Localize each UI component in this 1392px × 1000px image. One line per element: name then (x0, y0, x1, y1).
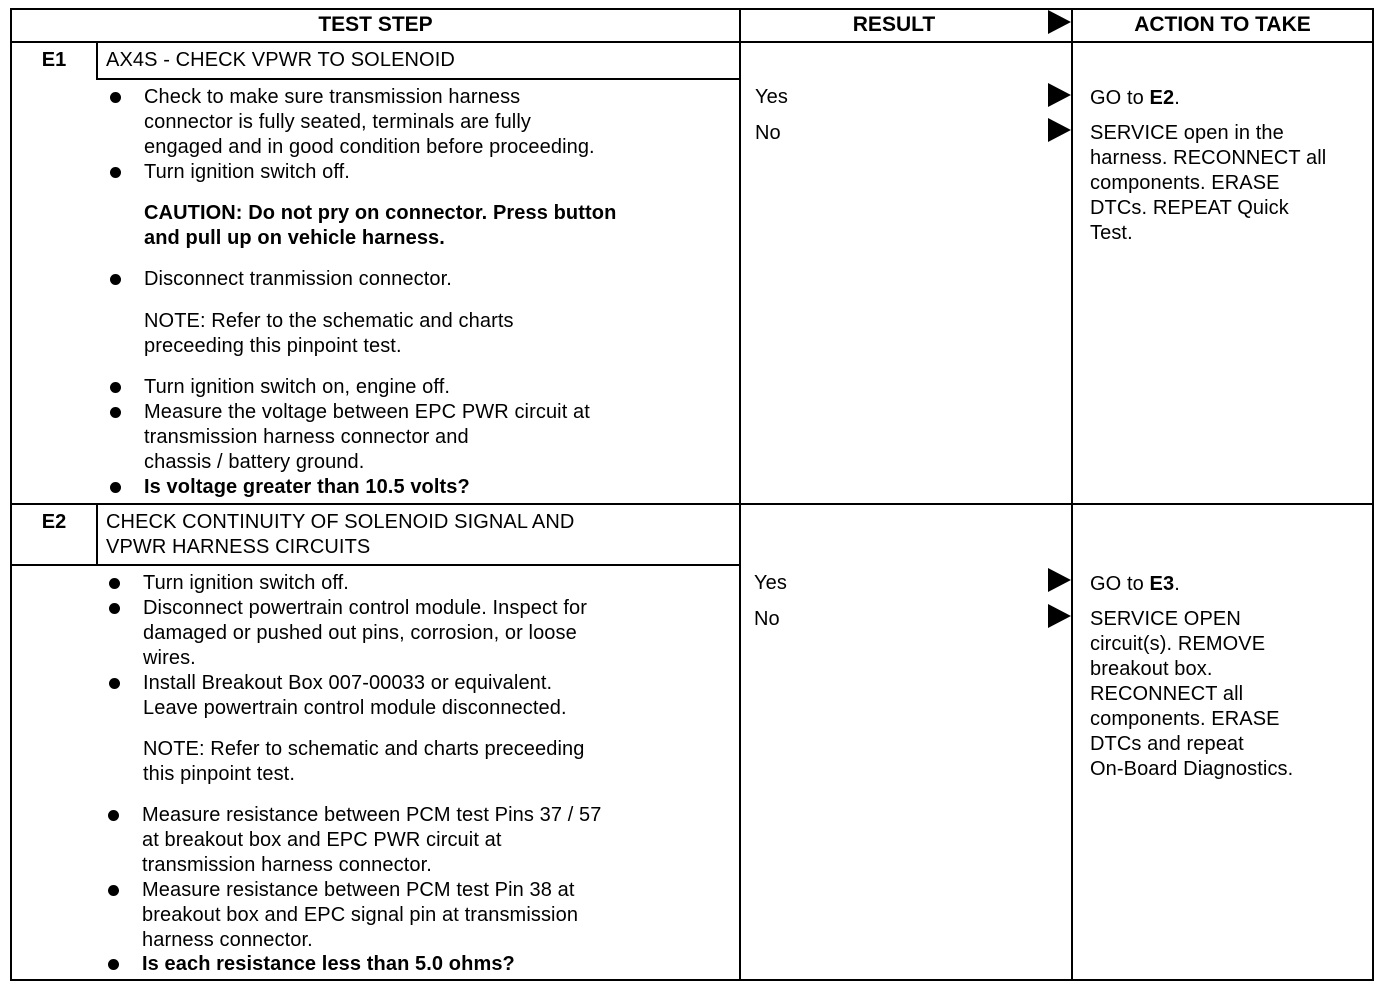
bullet-icon (109, 678, 120, 689)
bullet-icon (108, 959, 119, 970)
e1-action-yes-suffix: . (1174, 87, 1180, 109)
arrow-right-icon (1048, 83, 1071, 107)
result-column-left-border (739, 8, 741, 981)
e2-step-measure-pins-line3: transmission harness connector. (142, 854, 432, 876)
e2-step-ignition-off: Turn ignition switch off. (143, 572, 349, 594)
bullet-icon (110, 482, 121, 493)
e2-step-disconnect-line3: wires. (143, 647, 196, 669)
e1-result-yes: Yes (755, 86, 788, 108)
e1-result-no: No (755, 122, 781, 144)
e1-question: Is voltage greater than 10.5 volts? (144, 476, 470, 498)
bullet-icon (108, 885, 119, 896)
e1-action-yes (1090, 86, 1180, 111)
e2-action-yes-prefix: GO to (1090, 573, 1150, 595)
e1-caution-line2: and pull up on vehicle harness. (144, 227, 445, 249)
arrow-right-icon (1048, 568, 1071, 592)
e2-action-no-line4: RECONNECT all (1090, 683, 1244, 705)
e1-step-check-harness-line2: connector is fully seated, terminals are fully (144, 111, 531, 133)
table-top-border (10, 8, 1374, 10)
e1-title: AX4S - CHECK VPWR TO SOLENOID (106, 49, 455, 71)
table-left-border (10, 8, 12, 981)
e2-step-measure-pins-line1: Measure resistance between PCM test Pins 37 / 57 (142, 804, 602, 826)
bullet-icon (110, 167, 121, 178)
header-result: RESULT (852, 13, 936, 36)
e2-action-no-line5: components. ERASE (1090, 708, 1280, 730)
e2-action-no-line1: SERVICE OPEN (1090, 608, 1241, 630)
header-bottom-border (10, 41, 1374, 43)
e2-action-no-line7: On-Board Diagnostics. (1090, 758, 1294, 780)
bullet-icon (110, 92, 121, 103)
e1-action-yes-prefix: GO to (1090, 87, 1150, 109)
e1-note-line1: NOTE: Refer to the schematic and charts (144, 310, 514, 332)
table-right-border (1372, 8, 1374, 981)
e2-note-line1: NOTE: Refer to schematic and charts preceeding (143, 738, 585, 760)
step-id-e2: E2 (41, 511, 67, 533)
header-action-to-take: ACTION TO TAKE (1134, 13, 1311, 36)
e1-step-check-harness-line3: engaged and in good condition before proceeding. (144, 136, 595, 158)
e1-action-no-line4: DTCs. REPEAT Quick (1090, 197, 1289, 219)
e1-action-no-line2: harness. RECONNECT all (1090, 147, 1327, 169)
e1-step-measure-line1: Measure the voltage between EPC PWR circuit at (144, 401, 590, 423)
table-bottom-border (10, 979, 1374, 981)
e2-action-no-line2: circuit(s). REMOVE (1090, 633, 1266, 655)
bullet-icon (108, 810, 119, 821)
e1-step-measure-line3: chassis / battery ground. (144, 451, 365, 473)
e1-action-no-line5: Test. (1090, 222, 1133, 244)
bullet-icon (109, 603, 120, 614)
e1-action-no-line1: SERVICE open in the (1090, 122, 1284, 144)
e2-result-yes: Yes (754, 572, 787, 594)
e2-step-measure-pin38-line1: Measure resistance between PCM test Pin 38 at (142, 879, 575, 901)
e2-note-line2: this pinpoint test. (143, 763, 295, 785)
e2-step-measure-pin38-line2: breakout box and EPC signal pin at transmission (142, 904, 579, 926)
e2-step-install-line1: Install Breakout Box 007-00033 or equivalent. (143, 672, 553, 694)
e2-action-no-line3: breakout box. (1090, 658, 1213, 680)
e1-note-line2: preceeding this pinpoint test. (144, 335, 402, 357)
e1-step-ignition-on: Turn ignition switch on, engine off. (144, 376, 451, 398)
e2-step-disconnect-line1: Disconnect powertrain control module. Inspect for (143, 597, 588, 619)
e2-result-no: No (754, 608, 780, 630)
e1-step-ignition-off: Turn ignition switch off. (144, 161, 350, 183)
e2-action-no-line6: DTCs and repeat (1090, 733, 1244, 755)
action-column-left-border (1071, 8, 1073, 981)
e1-bottom-border (10, 503, 1374, 505)
header-arrow-icon (1048, 10, 1071, 34)
bullet-icon (110, 407, 121, 418)
e1-caution-line1: CAUTION: Do not pry on connector. Press button (144, 202, 617, 224)
e2-step-measure-pin38-line3: harness connector. (142, 929, 313, 951)
bullet-icon (110, 274, 121, 285)
bullet-icon (110, 382, 121, 393)
e2-step-disconnect-line2: damaged or pushed out pins, corrosion, or loose (143, 622, 577, 644)
e1-step-check-harness-line1: Check to make sure transmission harness (144, 86, 521, 108)
arrow-right-icon (1048, 604, 1071, 628)
e2-step-install-line2: Leave powertrain control module disconnected. (143, 697, 567, 719)
e2-action-yes-suffix: . (1174, 573, 1180, 595)
step-id-e1: E1 (41, 49, 67, 71)
e2-title-bottom-border (10, 564, 741, 566)
e1-action-yes-target: E2 (1149, 87, 1175, 109)
e2-question: Is each resistance less than 5.0 ohms? (142, 953, 515, 975)
bullet-icon (109, 578, 120, 589)
e2-step-measure-pins-line2: at breakout box and EPC PWR circuit at (142, 829, 502, 851)
e2-action-yes-target: E3 (1149, 573, 1175, 595)
step-id-divider-e2 (96, 503, 98, 566)
e2-action-yes (1090, 572, 1180, 597)
e1-action-no-line3: components. ERASE (1090, 172, 1280, 194)
e2-title-line1: CHECK CONTINUITY OF SOLENOID SIGNAL AND (106, 511, 575, 533)
e2-title-line2: VPWR HARNESS CIRCUITS (106, 536, 371, 558)
header-test-step: TEST STEP (318, 13, 433, 36)
e1-step-disconnect: Disconnect tranmission connector. (144, 268, 452, 290)
e1-step-measure-line2: transmission harness connector and (144, 426, 469, 448)
arrow-right-icon (1048, 118, 1071, 142)
step-id-divider-e1 (96, 41, 98, 80)
e1-title-bottom-border (96, 78, 741, 80)
